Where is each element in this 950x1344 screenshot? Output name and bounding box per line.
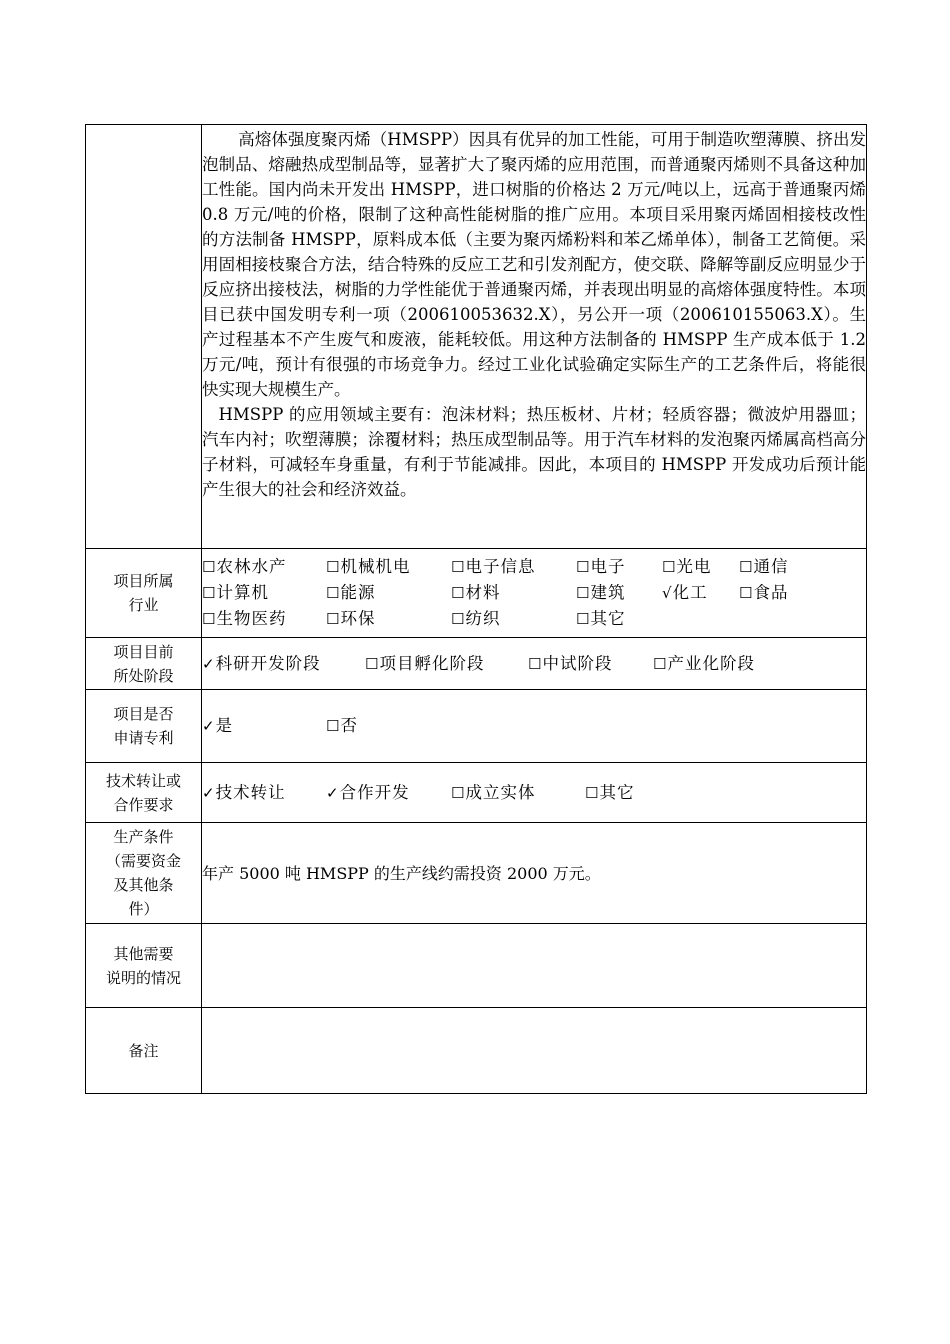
checkbox-icon: ☐	[739, 584, 754, 602]
patent-label-line1: 项目是否	[113, 705, 174, 723]
production-conditions-text: 年产 5000 吨 HMSPP 的生产线约需投资 2000 万元。	[202, 863, 601, 883]
patent-options-row	[202, 713, 866, 739]
option-label: 否	[340, 716, 358, 735]
option-label: 生物医药	[216, 609, 287, 628]
industry-row-3	[202, 606, 866, 632]
stage-options-row	[202, 651, 866, 677]
industry-option-machinery[interactable]	[326, 554, 451, 580]
patent-options	[202, 690, 867, 763]
option-label: 电子信息	[465, 557, 536, 576]
checkbox-icon: ☐	[739, 558, 754, 576]
industry-row	[86, 549, 867, 638]
option-label: 是	[215, 716, 234, 735]
industry-option-other[interactable]	[576, 606, 625, 632]
option-label: 材料	[465, 583, 501, 602]
transfer-label-line2: 合作要求	[113, 795, 174, 814]
check-icon: ✓	[202, 783, 216, 802]
stage-option-research[interactable]	[202, 651, 365, 677]
checkbox-icon: ☐	[528, 654, 543, 673]
option-label: 食品	[753, 583, 789, 602]
stage-options	[202, 638, 867, 690]
option-label: 合作开发	[339, 782, 410, 802]
industry-option-optoelectronics[interactable]	[662, 554, 739, 580]
stage-label-line1: 项目目前	[113, 642, 174, 661]
option-label: 技术转让	[215, 782, 286, 802]
check-icon: ✓	[202, 654, 216, 673]
option-label: 中试阶段	[542, 653, 613, 673]
option-label: 科研开发阶段	[215, 653, 321, 673]
option-label: 产业化阶段	[667, 653, 755, 673]
description-paragraph-1: 高熔体强度聚丙烯（HMSPP）因具有优异的加工性能，可用于制造吹塑薄膜、挤出发泡制品、熔融热成型制品等，显著扩大了聚丙烯的应用范围，而普通聚丙烯则不具备这种加工性能。国内尚未开发出 HMSPP，进口树脂的价格达 2 万元/吨以上，远高于普通聚丙烯 0.8 万元/吨的价格，限制了这种高性能树脂的推广应用。本项目采用聚丙烯固相接枝改性的方法制备 HMSPP，原料成本低（主要为聚丙烯粉料和苯乙烯单体），制备工艺简便。采用固相接枝聚合方法，结合特殊的反应工艺和引发剂配方，使交联、降解等副反应明显少于反应挤出接枝法，树脂的力学性能优于普通聚丙烯，并表现出明显的高熔体强度特性。本项目已获中国发明专利一项（200610053632.X），另公开一项（200610155063.X）。生产过程基本不产生废气和废液，能耗较低。用这种方法制备的 HMSPP 生产成本低于 1.2 万元/吨，预计有很强的市场竞争力。经过工业化试验确定实际生产的工艺条件后，将能很快实现大规模生产。	[202, 130, 866, 399]
industry-option-food[interactable]	[739, 580, 788, 606]
production-label-line4: 件）	[128, 900, 159, 918]
checkbox-icon: ☐	[451, 783, 466, 802]
patent-option-yes[interactable]	[202, 713, 326, 739]
other-label-line1: 其他需要	[113, 944, 174, 963]
option-label: 计算机	[216, 583, 269, 602]
stage-option-industrialization[interactable]	[653, 651, 755, 677]
industry-label-line2: 行业	[128, 596, 159, 614]
transfer-option-technology-transfer[interactable]	[202, 780, 326, 806]
option-label: 成立实体	[465, 782, 536, 802]
option-label: 项目孵化阶段	[379, 653, 485, 673]
stage-label-line2: 所处阶段	[113, 666, 174, 685]
stage-option-incubation[interactable]	[365, 651, 528, 677]
checkbox-icon: ☐	[576, 584, 591, 602]
option-label: 其它	[599, 782, 635, 802]
patent-row	[86, 690, 867, 763]
production-label-line3: 及其他条	[113, 876, 174, 894]
transfer-label-line1: 技术转让或	[105, 771, 181, 790]
production-conditions-cell	[202, 823, 867, 924]
transfer-label	[86, 763, 202, 823]
description-row	[86, 125, 867, 549]
industry-option-environment[interactable]	[326, 606, 451, 632]
option-label: 机械机电	[340, 557, 411, 576]
stage-label	[86, 638, 202, 690]
checkbox-icon: ☐	[326, 717, 341, 735]
patent-option-no[interactable]	[326, 713, 358, 739]
industry-row-1	[202, 554, 866, 580]
industry-option-computer[interactable]	[202, 580, 326, 606]
check-icon: ✓	[202, 717, 216, 735]
checkbox-icon: ☐	[451, 610, 466, 628]
industry-row-2	[202, 580, 866, 606]
production-label-line2: （需要资金	[105, 852, 181, 870]
industry-option-electronics[interactable]	[576, 554, 662, 580]
check-icon: ✓	[326, 783, 340, 802]
checkbox-icon: ☐	[202, 558, 217, 576]
option-label: 农林水产	[216, 557, 287, 576]
industry-option-textile[interactable]	[451, 606, 576, 632]
checkbox-icon: ☐	[653, 654, 668, 673]
industry-option-biomedicine[interactable]	[202, 606, 326, 632]
remarks-cell	[202, 1008, 867, 1094]
industry-option-electronic-info[interactable]	[451, 554, 576, 580]
option-label: 化工	[672, 583, 708, 602]
checkbox-icon: ☐	[662, 558, 677, 576]
checkbox-icon: ☐	[202, 610, 217, 628]
patent-label	[86, 690, 202, 763]
other-row	[86, 924, 867, 1008]
checkbox-icon: ☐	[326, 584, 341, 602]
patent-label-line2: 申请专利	[113, 729, 174, 747]
project-info-table	[85, 124, 867, 1094]
transfer-option-other[interactable]	[585, 780, 634, 806]
checkbox-icon: ☐	[576, 558, 591, 576]
industry-label	[86, 549, 202, 638]
transfer-row	[86, 763, 867, 823]
industry-option-materials[interactable]	[451, 580, 576, 606]
industry-label-line1: 项目所属	[113, 572, 174, 590]
industry-option-energy[interactable]	[326, 580, 451, 606]
industry-option-chemical[interactable]	[662, 580, 739, 606]
option-label: 光电	[676, 557, 712, 576]
transfer-option-establish-entity[interactable]	[451, 780, 585, 806]
stage-row	[86, 638, 867, 690]
checkbox-icon: ☐	[451, 558, 466, 576]
industry-options	[202, 549, 867, 638]
checkbox-icon: ☐	[451, 584, 466, 602]
checkbox-icon: ☐	[365, 654, 380, 673]
option-label: 电子	[590, 557, 626, 576]
production-row	[86, 823, 867, 924]
transfer-options-row	[202, 780, 866, 806]
checkbox-icon: ☐	[585, 783, 600, 802]
checkbox-icon: ☐	[202, 584, 217, 602]
stage-option-pilot[interactable]	[528, 651, 653, 677]
industry-option-construction[interactable]	[576, 580, 662, 606]
other-label-line2: 说明的情况	[105, 968, 181, 987]
other-info-cell	[202, 924, 867, 1008]
description-paragraph-2: HMSPP 的应用领域主要有：泡沫材料；热压板材、片材；轻质容器；微波炉用器皿；汽车内衬；吹塑薄膜；涂覆材料；热压成型制品等。用于汽车材料的发泡聚丙烯属高档高分子材料，可减轻车身重量，有利于节能减排。因此，本项目的 HMSPP 开发成功后预计能产生很大的社会和经济效益。	[202, 405, 866, 499]
transfer-option-cooperative-development[interactable]	[326, 780, 451, 806]
option-label: 其它	[590, 609, 626, 628]
remarks-row	[86, 1008, 867, 1094]
description-label-cell	[86, 125, 202, 549]
option-label: 环保	[340, 609, 376, 628]
option-label: 建筑	[590, 583, 626, 602]
checkbox-icon: ☐	[326, 610, 341, 628]
description-cell	[202, 125, 867, 549]
production-label-line1: 生产条件	[113, 828, 174, 846]
checkbox-icon: ☐	[576, 610, 591, 628]
production-label	[86, 823, 202, 924]
industry-option-communication[interactable]	[739, 554, 788, 580]
transfer-options	[202, 763, 867, 823]
other-label	[86, 924, 202, 1008]
remarks-label: 备注	[86, 1008, 202, 1094]
checkbox-icon: ☐	[326, 558, 341, 576]
option-label: 能源	[340, 583, 376, 602]
check-icon: √	[662, 584, 673, 602]
option-label: 通信	[753, 557, 789, 576]
industry-option-agriculture[interactable]	[202, 554, 326, 580]
option-label: 纺织	[465, 609, 501, 628]
